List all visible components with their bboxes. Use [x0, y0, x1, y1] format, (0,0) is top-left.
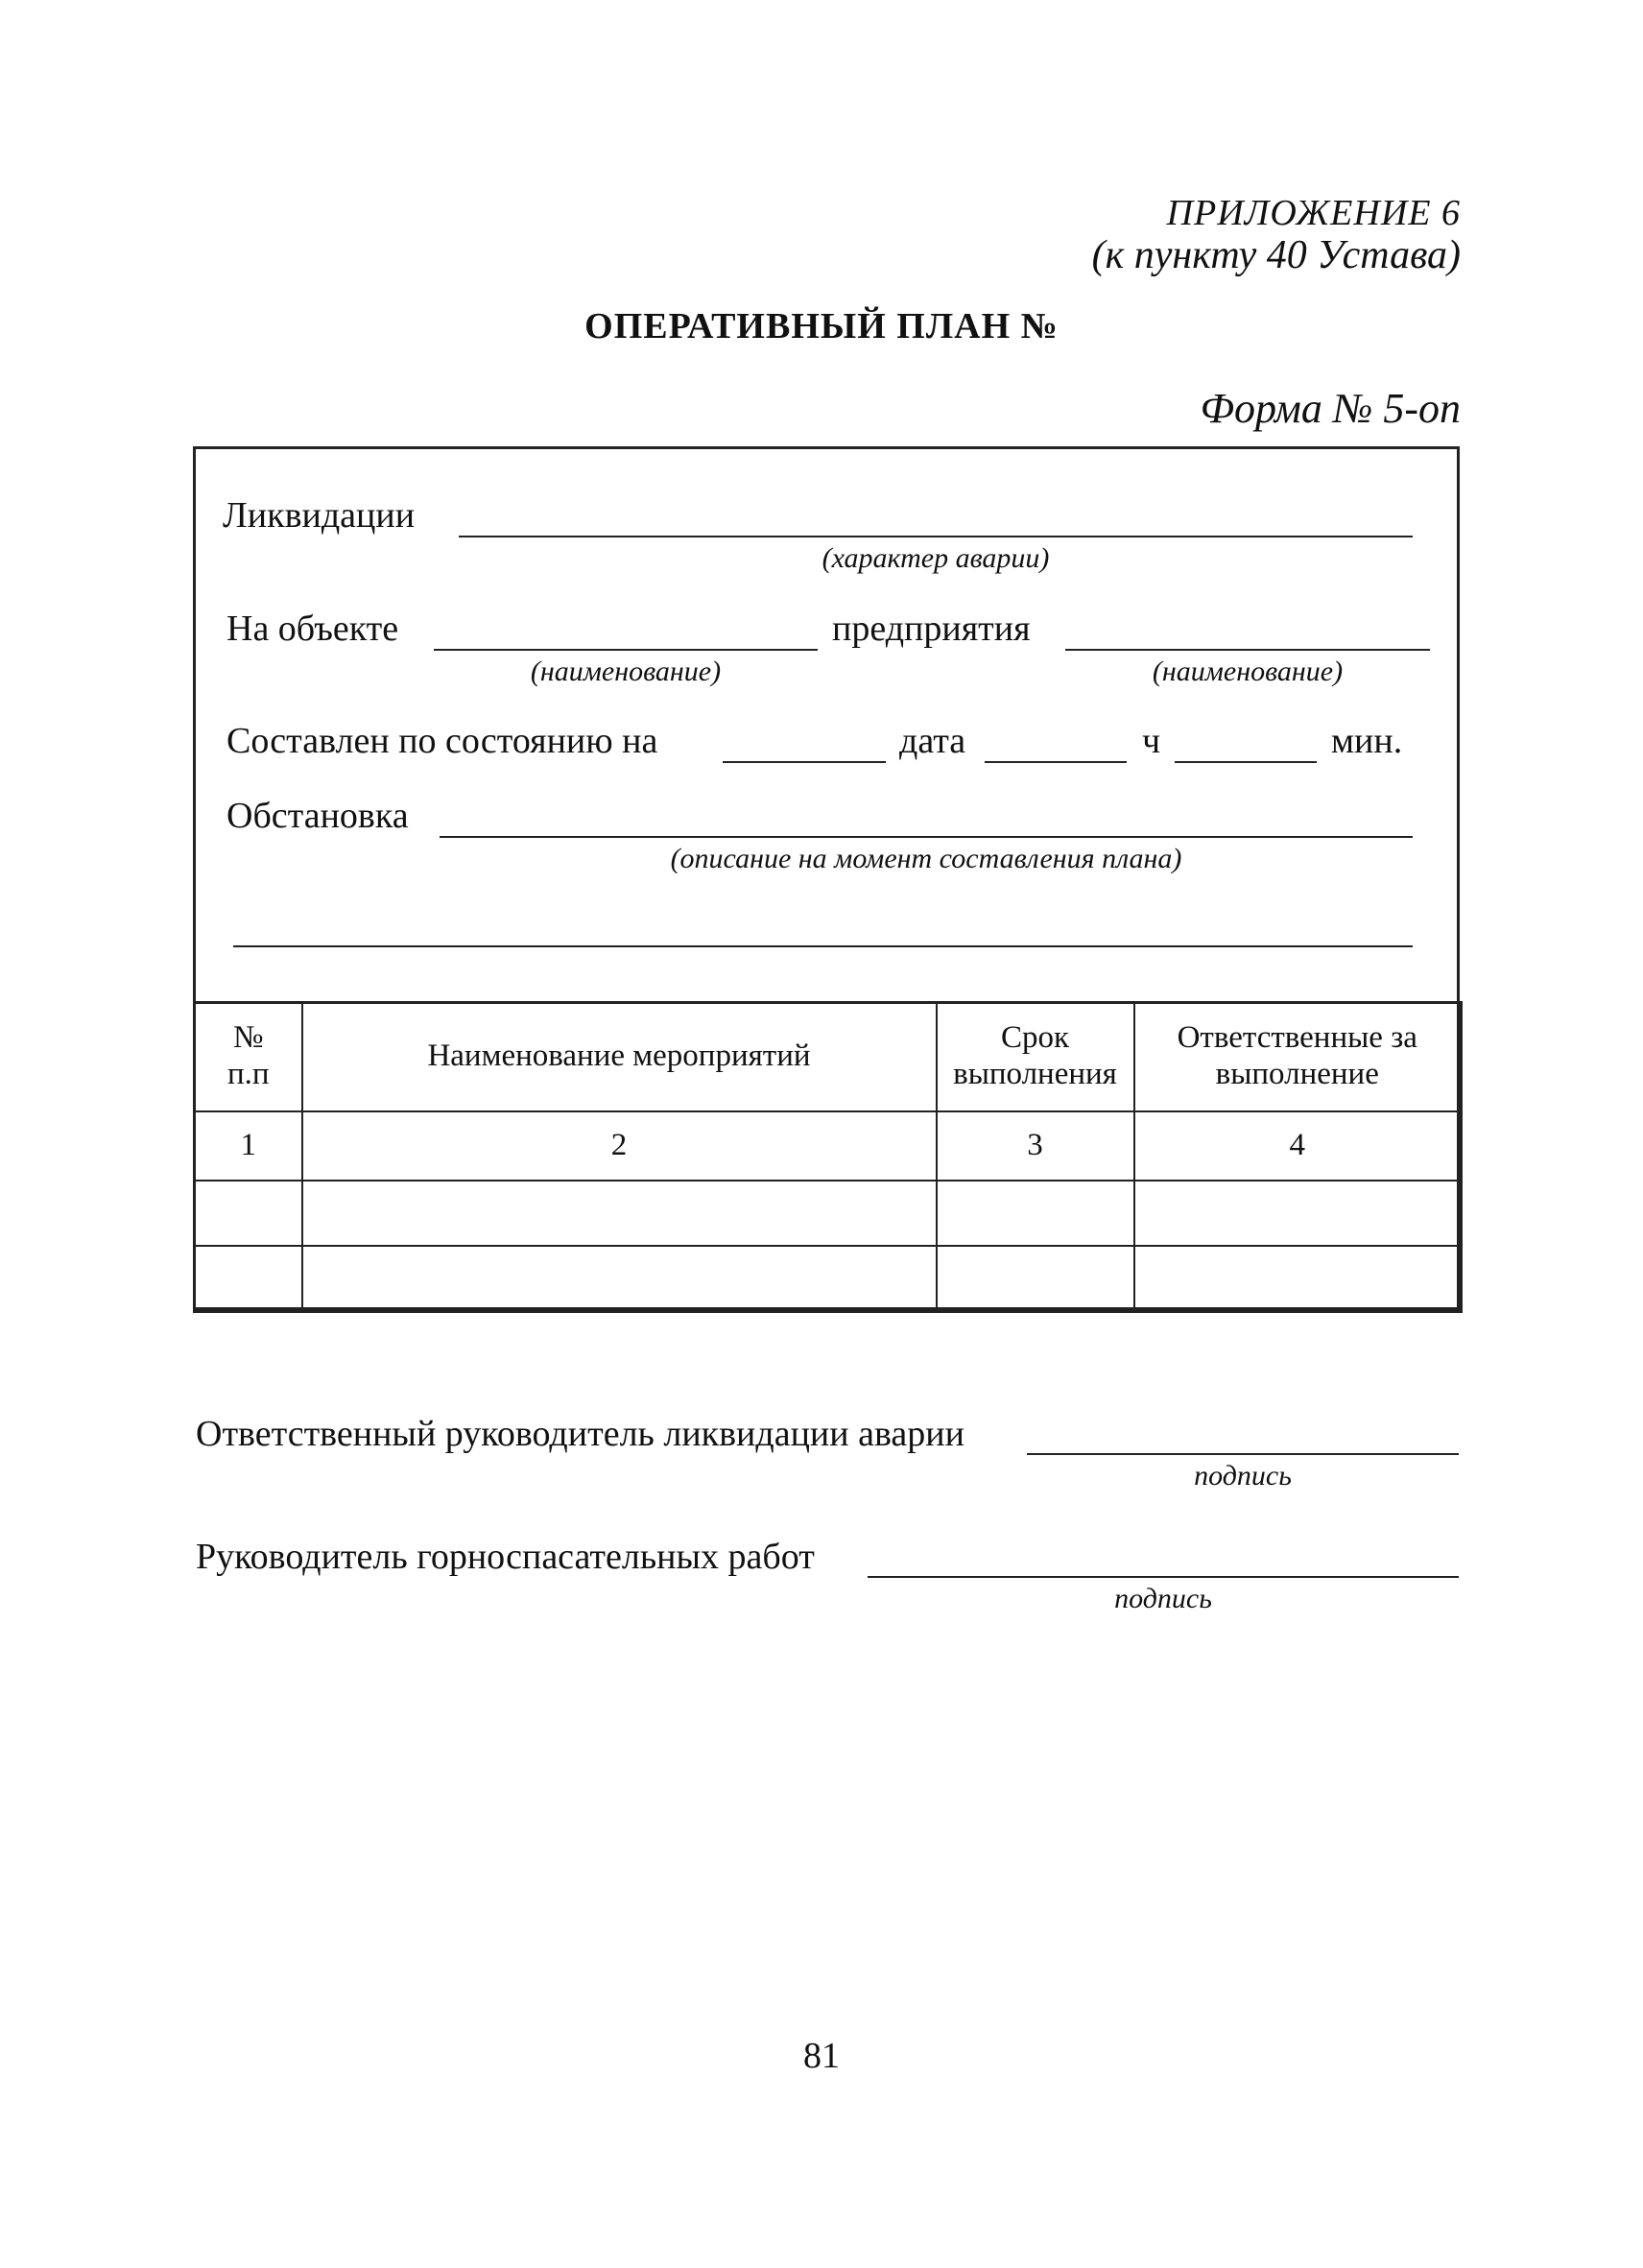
appendix-clause-reference: (к пункту 40 Устава): [1091, 233, 1461, 277]
liquidation-label: Ликвидации: [223, 495, 416, 536]
minute-label: мин.: [1331, 721, 1403, 761]
date-label: дата: [899, 721, 966, 761]
header-responsible: Ответственные за выполнение: [1134, 1003, 1462, 1111]
liquidation-field[interactable]: [459, 536, 1413, 537]
table-cell[interactable]: [302, 1181, 937, 1246]
situation-hint: (описание на момент составления плана): [670, 843, 1182, 874]
table-cell[interactable]: [302, 1246, 937, 1312]
header-activity-name: Наименование мероприятий: [302, 1003, 937, 1111]
appendix-label: ПРИЛОЖЕНИЕ 6: [1166, 193, 1461, 233]
liquidation-hint: (характер аварии): [822, 542, 1050, 574]
column-number: 3: [937, 1111, 1134, 1181]
table-cell[interactable]: [937, 1246, 1134, 1312]
object-label: На объекте: [226, 609, 399, 649]
table-cell[interactable]: [937, 1181, 1134, 1246]
situation-field[interactable]: [440, 836, 1413, 838]
rescue-manager-signature-field[interactable]: [868, 1576, 1459, 1578]
column-number: 4: [1134, 1111, 1462, 1181]
column-number: 2: [302, 1111, 937, 1181]
table-row: [195, 1181, 1462, 1246]
page-number: 81: [803, 2036, 840, 2076]
compiled-field[interactable]: [723, 761, 886, 763]
table-cell[interactable]: [1134, 1246, 1462, 1312]
enterprise-name-hint: (наименование): [1152, 656, 1344, 687]
responsible-manager-label: Ответственный руководитель ликвидации аварии: [196, 1414, 964, 1454]
header-item-number: № п.п: [195, 1003, 302, 1111]
enterprise-label: предприятия: [832, 609, 1031, 649]
responsible-manager-signature-hint: подпись: [1194, 1460, 1292, 1492]
column-number: 1: [195, 1111, 302, 1181]
object-name-field[interactable]: [434, 649, 818, 651]
table-column-number-row: [195, 1111, 1462, 1181]
hour-field[interactable]: [1175, 761, 1317, 763]
hour-label: ч: [1142, 721, 1161, 761]
compiled-label: Составлен по состоянию на: [226, 721, 658, 761]
activities-table: [193, 1001, 1463, 1313]
situation-field-continued[interactable]: [233, 945, 1413, 947]
table-header-row: [195, 1003, 1462, 1111]
enterprise-name-field[interactable]: [1065, 649, 1430, 651]
form-number: Форма № 5-оп: [1200, 385, 1461, 432]
object-name-hint: (наименование): [530, 656, 722, 687]
header-deadline: Срок выполнения: [937, 1003, 1134, 1111]
date-field[interactable]: [985, 761, 1127, 763]
table-cell[interactable]: [195, 1181, 302, 1246]
table-cell[interactable]: [195, 1246, 302, 1312]
rescue-manager-label: Руководитель горноспасательных работ: [196, 1537, 815, 1577]
table-cell[interactable]: [1134, 1181, 1462, 1246]
table-row: [195, 1246, 1462, 1312]
page-title: ОПЕРАТИВНЫЙ ПЛАН №: [584, 306, 1059, 346]
rescue-manager-signature-hint: подпись: [1114, 1583, 1212, 1614]
situation-label: Обстановка: [226, 796, 409, 836]
responsible-manager-signature-field[interactable]: [1027, 1453, 1459, 1455]
